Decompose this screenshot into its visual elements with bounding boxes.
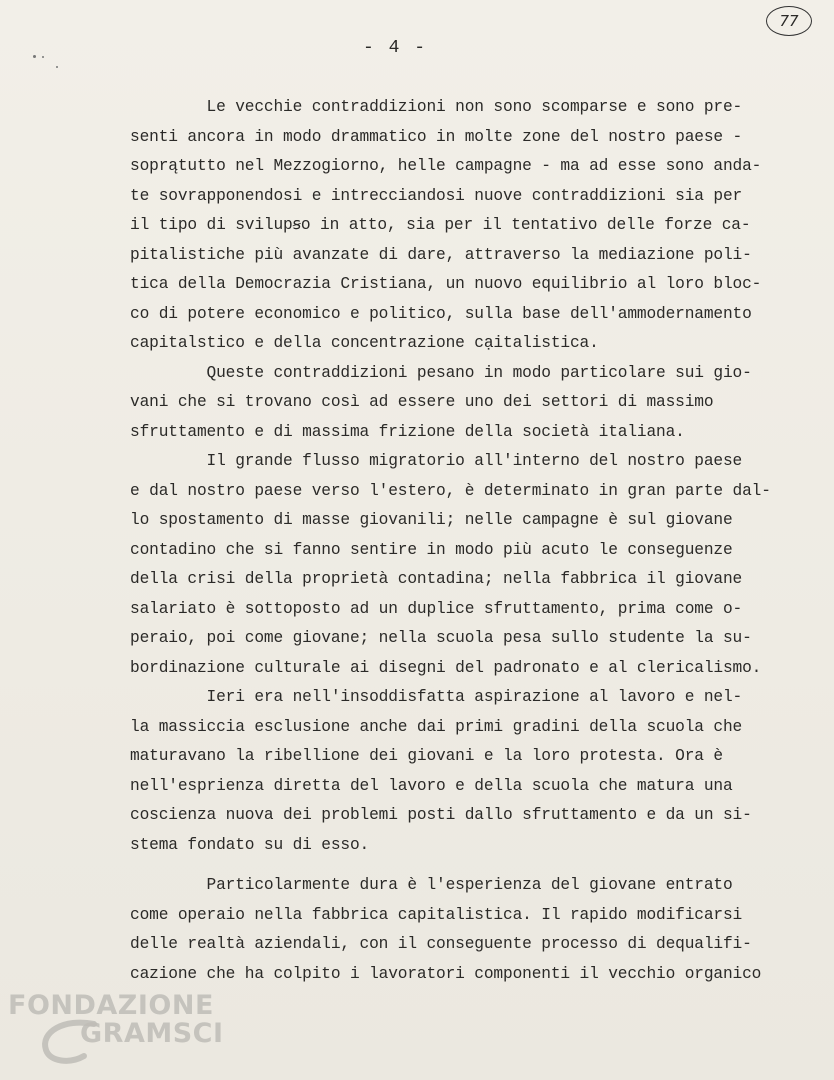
text-line: Il grande flusso migratorio all'interno del nostro paese [130, 452, 743, 470]
paper-speck [56, 66, 58, 68]
text-line: sfruttamento e di massima frizione della società italiana. [130, 422, 685, 441]
paragraph-spacer [130, 860, 800, 871]
page-number: - 4 - [362, 38, 427, 58]
text-line: lo spostamento di masse giovanili; nelle campagne è sul giovane [130, 511, 733, 529]
typewritten-text [130, 93, 800, 989]
text-line: Ieri era nell'insoddisfatta aspirazione al lavoro e nel- [130, 688, 743, 706]
text-line: tica della Democrazia Cristiana, un nuovo equilibrio al loro bloc- [130, 275, 762, 293]
archive-stamp: 77 [766, 6, 812, 36]
watermark-line-1: FONDAZIONE [8, 990, 214, 1021]
text-line: stema fondato su di esso. [130, 835, 370, 854]
text-line: vani che si trovano così ad essere uno dei settori di massimo [130, 393, 714, 411]
text-line: come operaio nella fabbrica capitalistica. Il rapido modificarsi [130, 905, 743, 924]
text-line: soprątutto nel Mezzogiorno, helle campagne - ma ad esse sono anda- [130, 157, 762, 175]
text-line: co di potere economico e politico, sulla base dell'ammodernamento [130, 304, 752, 323]
text-line: nell'esprienza diretta del lavoro e della scuola che matura una [130, 776, 733, 795]
text-line: cazione che ha colpito i lavoratori componenti il vecchio organico [130, 964, 762, 983]
text-line: capitalstico e della concentrazione cạitalistica. [130, 334, 599, 352]
text-line: peraio, poi come giovane; nella scuola pesa sullo studente la su- [130, 629, 752, 647]
paragraph [130, 871, 800, 989]
paragraph [130, 447, 800, 683]
paragraph [130, 93, 800, 359]
text-line: Particolarmente dura è l'esperienza del giovane entrato [130, 876, 733, 894]
text-line: la massiccia esclusione anche dai primi gradini della scuola che [130, 717, 743, 736]
watermark-line-2: GRAMSCI [80, 1018, 224, 1049]
text-line: te sovrapponendosi e intrecciandosi nuove contraddizioni sia per [130, 186, 743, 205]
text-line: della crisi della proprietà contadina; nella fabbrica il giovane [130, 570, 743, 588]
text-line: senti ancora in modo drammatico in molte zone del nostro paese - [130, 127, 743, 146]
text-line: Queste contraddizioni pesano in modo particolare sui gio- [130, 363, 752, 382]
paragraph [130, 359, 800, 448]
text-line: maturavano la ribellione dei giovani e la loro protesta. Ora è [130, 747, 723, 765]
text-line: pitalistiche più avanzate di dare, attraverso la mediazione poli- [130, 245, 752, 264]
text-line: coscienza nuova dei problemi posti dallo sfruttamento e da un si- [130, 806, 752, 824]
text-line: e dal nostro paese verso l'estero, è determinato in gran parte dal- [130, 481, 771, 500]
text-line: il tipo di svilupꞩo in atto, sia per il tentativo delle forze ca- [130, 216, 751, 234]
text-line: Le vecchie contraddizioni non sono scomparse e sono pre- [130, 98, 743, 116]
text-line: bordinazione culturale ai disegni del padronato e al clericalismo. [130, 658, 762, 677]
text-line: salariato è sottoposto ad un duplice sfruttamento, prima come o- [130, 599, 743, 618]
text-line: contadino che si fanno sentire in modo più acuto le conseguenze [130, 540, 733, 559]
paragraph [130, 683, 800, 860]
fondazione-gramsci-watermark [8, 990, 248, 1070]
text-line: delle realtà aziendali, con il conseguente processo di dequalifi- [130, 935, 752, 953]
